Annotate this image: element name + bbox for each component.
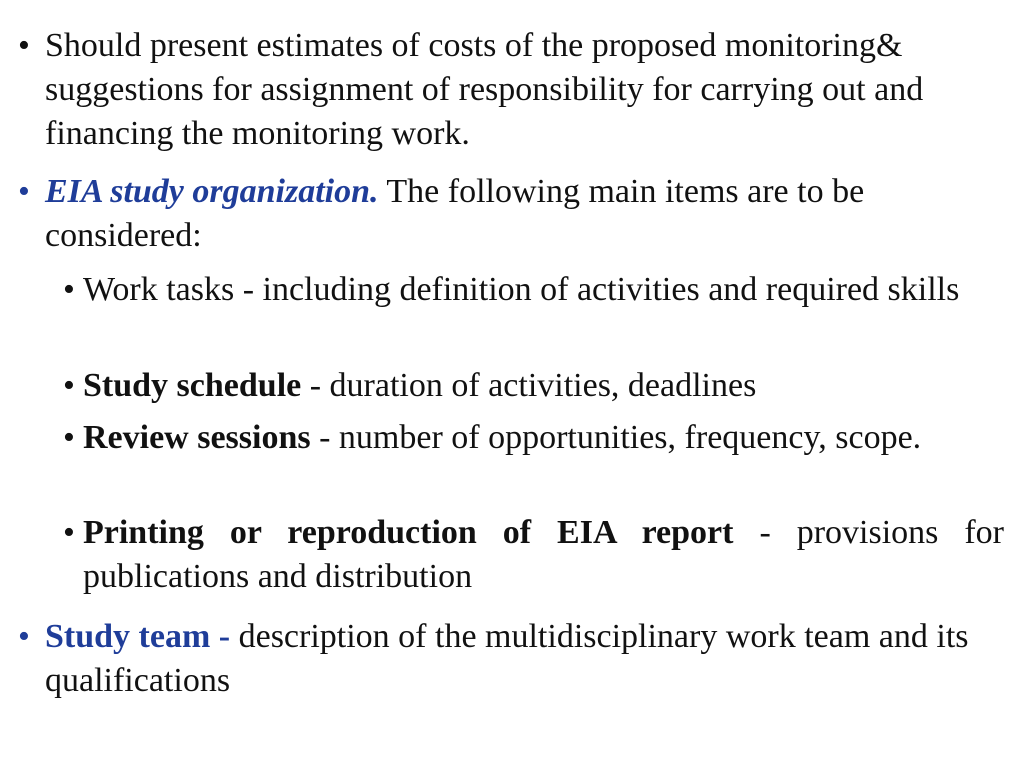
team-text: description of the multidisciplinary work team and its qualifications (45, 618, 969, 699)
bullet-costs-text: Should present estimates of costs of the proposed monitoring& suggestions for assignment of responsibility for carrying out and financing the monitoring work. (45, 27, 924, 152)
bullet-costs (18, 24, 1000, 156)
review-sessions-lead: Review sessions (83, 419, 311, 456)
sub-bullet-marker: • (63, 271, 75, 308)
subitem-printing (63, 511, 1004, 599)
review-sessions-text: - number of opportunities, frequency, scope. (310, 419, 922, 456)
sub-bullet-marker: • (63, 514, 75, 551)
study-schedule-text: - duration of activities, deadlines (301, 367, 757, 404)
bullet-organization (18, 170, 1000, 258)
study-schedule-lead: Study schedule (83, 367, 302, 404)
printing-lead: Printing or reproduction of EIA report (83, 514, 734, 551)
subitem-work-tasks-text: Work tasks - including definition of activities and required skills (83, 271, 960, 308)
organization-lead: EIA study organization. (45, 173, 379, 210)
printing-text: - provisions for publications and distribution (83, 514, 1004, 595)
team-lead: Study team - (45, 618, 231, 655)
bullet-marker: • (18, 173, 30, 210)
bullet-marker: • (18, 27, 30, 64)
sub-bullet-marker: • (63, 419, 75, 456)
bullet-marker: • (18, 618, 30, 655)
subitem-review-sessions (63, 416, 1004, 460)
bullet-team (18, 615, 1000, 703)
subitem-study-schedule (63, 364, 1004, 408)
organization-text: The following main items are to be considered: (45, 173, 865, 254)
subitem-work-tasks (63, 268, 1004, 312)
sub-bullet-marker: • (63, 367, 75, 404)
